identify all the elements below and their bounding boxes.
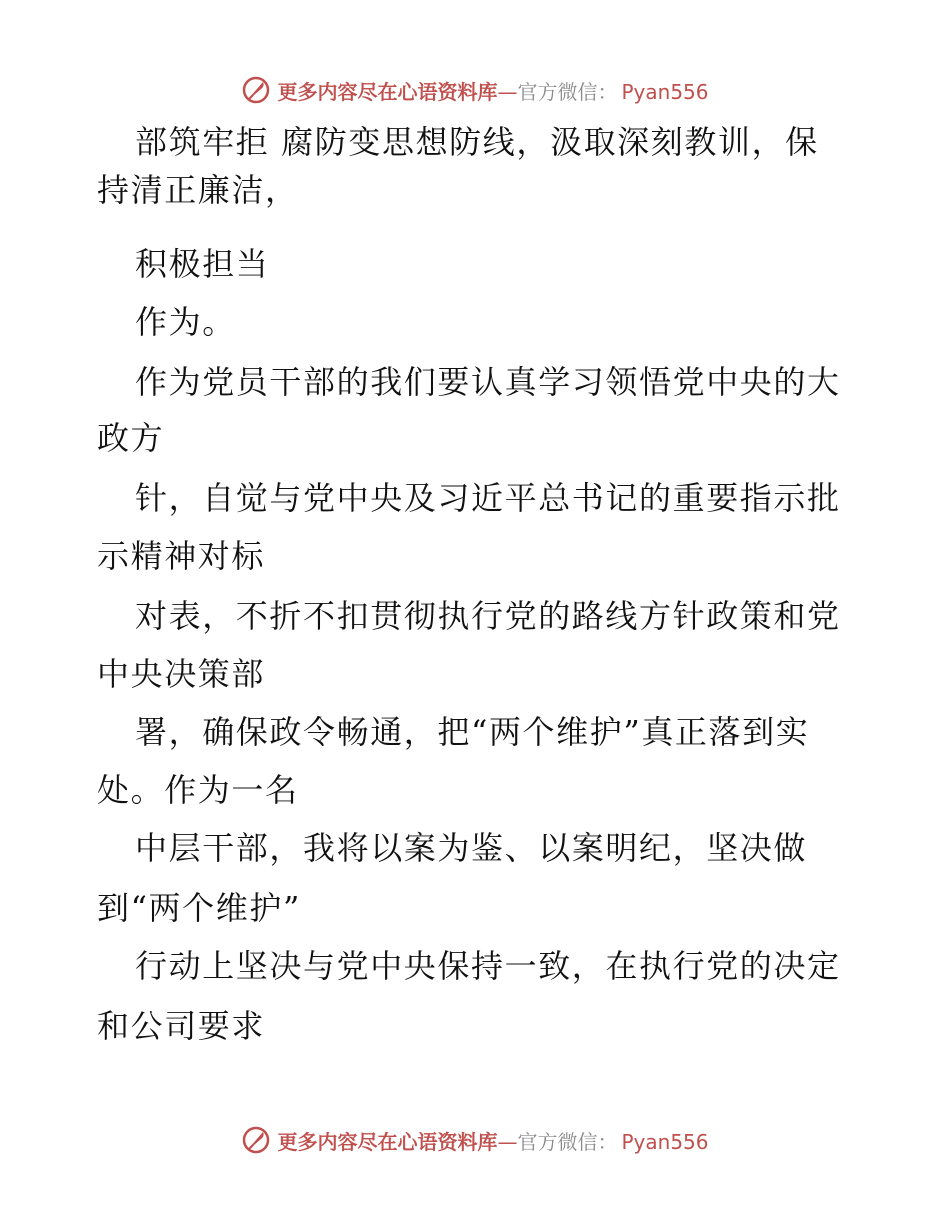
text-line: 政方 (97, 419, 165, 457)
text-line: 作为。 (135, 303, 236, 341)
watermark-separator: — (497, 79, 518, 104)
text-line: 行动上坚决与党中央保持一致，在执行党的决定 (135, 947, 841, 985)
header-watermark (0, 70, 950, 110)
text-line: 示精神对标 (97, 537, 266, 575)
watermark-text (277, 1126, 708, 1155)
text-line: 对表，不折不扣贯彻执行党的路线方针政策和党 (135, 597, 841, 635)
watermark-main: 更多内容尽在心语资料库 (277, 1129, 498, 1154)
watermark-text (277, 76, 708, 105)
watermark-id: Pyan556 (621, 79, 709, 104)
watermark-label: 官方微信： (517, 79, 618, 104)
text-line: 持清正廉洁， (97, 171, 299, 209)
text-line: 中层干部，我将以案为鉴、以案明纪，坚决做 (135, 829, 808, 867)
feather-pen-circle-icon (241, 1125, 271, 1155)
watermark-main: 更多内容尽在心语资料库 (277, 79, 498, 104)
feather-pen-circle-icon (241, 75, 271, 105)
watermark-separator: — (497, 1129, 518, 1154)
text-line: 中央决策部 (97, 655, 266, 693)
text-line: 处。作为一名 (97, 771, 299, 809)
text-line: 到“两个维护” (97, 889, 301, 927)
text-line: 积极担当 (135, 245, 270, 283)
text-line: 针，自觉与党中央及习近平总书记的重要指示批 (135, 479, 841, 517)
text-line: 署，确保政令畅通，把“两个维护”真正落到实 (135, 713, 810, 751)
text-line: 作为党员干部的我们要认真学习领悟党中央的大 (135, 363, 841, 401)
footer-watermark (0, 1120, 950, 1160)
text-line: 部筑牢拒 腐防变思想防线，汲取深刻教训，保 (135, 123, 819, 161)
text-line: 和公司要求 (97, 1007, 266, 1045)
watermark-label: 官方微信： (517, 1129, 618, 1154)
watermark-id: Pyan556 (621, 1129, 709, 1154)
